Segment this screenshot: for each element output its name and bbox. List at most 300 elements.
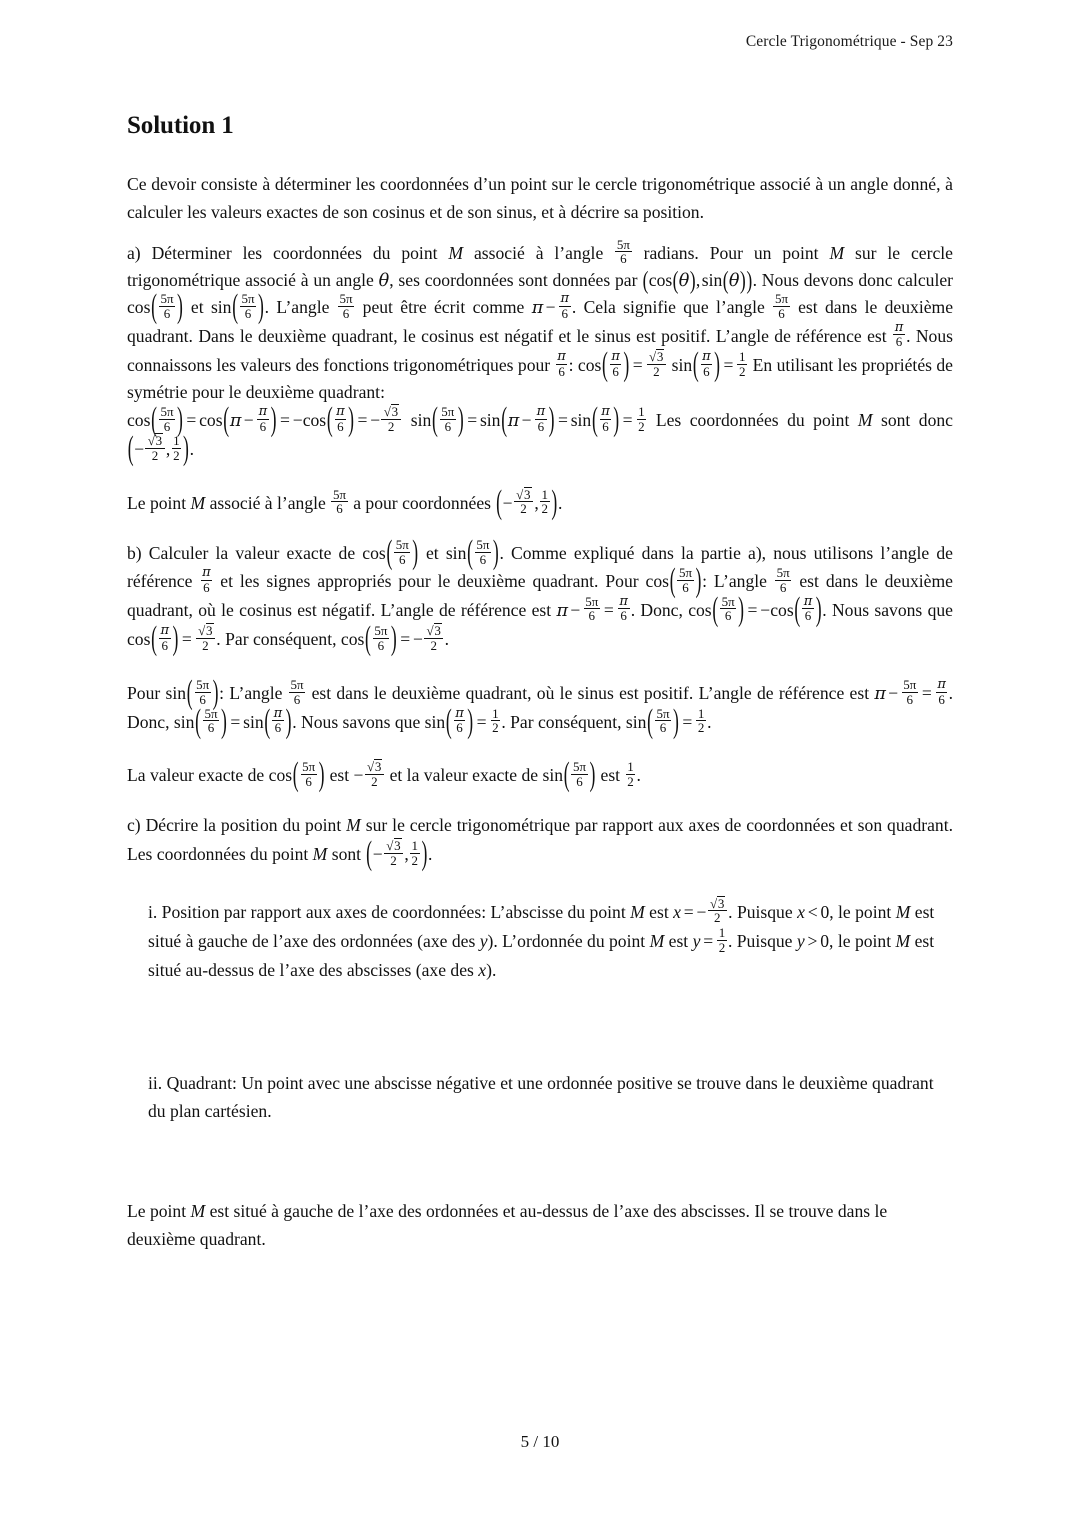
math-coord-pair: (cos(θ), sin(θ)) bbox=[642, 268, 752, 295]
text-run: . L’angle bbox=[264, 297, 337, 318]
text-run: a) Déterminer les coordonnées du point bbox=[127, 242, 449, 263]
paren-close: ) bbox=[318, 753, 325, 793]
fraction-denominator: 6 bbox=[615, 251, 631, 266]
final-conclusion-paragraph bbox=[127, 1198, 953, 1254]
paren-close: ) bbox=[176, 286, 183, 326]
cos-op: cos bbox=[127, 409, 151, 430]
math-var-M: M bbox=[448, 242, 464, 263]
intro-paragraph bbox=[127, 171, 953, 227]
text-run: : L’angle bbox=[702, 571, 774, 592]
paren-close: ) bbox=[220, 700, 227, 740]
paren-close: ) bbox=[467, 700, 474, 740]
fraction-numerator: 1 bbox=[541, 486, 548, 502]
fraction-numerator: 1 bbox=[697, 705, 705, 721]
fraction-denominator: 6 bbox=[610, 364, 622, 379]
fraction-numerator: π bbox=[258, 403, 268, 419]
fraction-denominator: 6 bbox=[584, 608, 600, 623]
fraction-5pi-6 bbox=[655, 707, 671, 735]
fraction-5pi-6 bbox=[240, 292, 256, 320]
text-run: est situé à gauche de l’axe des ordonnées (axe des bbox=[148, 901, 935, 951]
fraction-numerator bbox=[708, 896, 727, 911]
text-run: ). bbox=[486, 960, 497, 981]
comma: , bbox=[534, 492, 539, 513]
math-cos-5pi6 bbox=[645, 559, 703, 599]
result-a-paragraph bbox=[127, 481, 953, 521]
paren-close: ) bbox=[348, 398, 355, 438]
paren-open: ( bbox=[127, 427, 134, 467]
fraction-pi-6 bbox=[618, 595, 630, 623]
fraction-numerator: 5π bbox=[441, 403, 455, 419]
fraction-numerator: 5π bbox=[678, 565, 693, 581]
text-run: : L’angle bbox=[219, 683, 288, 704]
math-cos-symmetry bbox=[127, 398, 402, 438]
fraction-numerator bbox=[196, 623, 215, 638]
text-run: . Cela signifie que l’angle bbox=[571, 297, 773, 318]
fraction-pi-6 bbox=[159, 624, 171, 652]
fraction-denominator: 6 bbox=[454, 720, 466, 735]
text-run: et bbox=[183, 297, 211, 318]
fraction-sqrt3-2 bbox=[424, 623, 443, 652]
paren-open: ( bbox=[563, 753, 570, 793]
fraction-sqrt3-2 bbox=[381, 404, 400, 433]
fraction-numerator: π bbox=[601, 403, 610, 419]
sin-op: sin bbox=[165, 683, 187, 704]
math-var-M: M bbox=[190, 1200, 206, 1221]
cos-op: cos bbox=[648, 269, 673, 290]
fraction-denominator: 6 bbox=[571, 774, 587, 789]
minus-sign: − bbox=[521, 409, 532, 430]
equals-sign: = bbox=[181, 628, 192, 649]
sin-op: sin bbox=[424, 711, 446, 732]
math-reference-angle bbox=[556, 593, 630, 625]
fraction-denominator: 6 bbox=[335, 419, 347, 434]
sqrt-3: √3 bbox=[648, 349, 664, 365]
fraction-5pi-6 bbox=[902, 678, 918, 706]
fraction-numerator: 5π bbox=[585, 593, 599, 609]
fraction-denominator: 6 bbox=[201, 580, 213, 595]
paren-close: ) bbox=[457, 398, 464, 438]
text-run: radians. Pour un point bbox=[632, 242, 830, 263]
paren-close: ) bbox=[689, 264, 696, 294]
fraction-numerator bbox=[424, 623, 443, 638]
fraction-numerator: π bbox=[619, 593, 628, 609]
comma: , bbox=[165, 439, 171, 460]
text-run: . Comme expliqué dans la partie a), nous utilisons l’angle de référence bbox=[127, 542, 953, 592]
paren-open: ( bbox=[496, 481, 502, 521]
cos-op: cos bbox=[577, 355, 602, 376]
math-cos-5pi6 bbox=[127, 286, 184, 326]
radicand: 3 bbox=[206, 622, 213, 638]
fraction-pi-6 bbox=[454, 707, 466, 735]
text-run: et la valeur exacte de bbox=[385, 764, 543, 785]
minus-sign: − bbox=[353, 764, 364, 785]
text-run: est bbox=[644, 901, 674, 922]
fraction-numerator: π bbox=[937, 677, 946, 693]
math-x-less-zero bbox=[797, 898, 829, 927]
fraction-pi-6 bbox=[600, 405, 612, 433]
math-var-M: M bbox=[190, 492, 206, 513]
fraction-denominator: 2 bbox=[638, 418, 645, 434]
fraction-1-2 bbox=[491, 707, 501, 735]
math-var-x: x bbox=[797, 901, 805, 922]
sin-op: sin bbox=[542, 764, 564, 785]
fraction-denominator: 2 bbox=[718, 939, 726, 955]
fraction-sqrt3-2 bbox=[365, 759, 384, 788]
fraction-denominator: 6 bbox=[475, 552, 491, 567]
math-sin-5pi6 bbox=[165, 672, 220, 712]
cos-op: cos bbox=[302, 409, 327, 430]
fraction-pi-6 bbox=[556, 350, 568, 378]
fraction-1-2 bbox=[737, 350, 747, 378]
text-run: Les coordonnées du point bbox=[647, 409, 858, 430]
sub-item-ii bbox=[148, 1069, 953, 1126]
fraction-numerator: 5π bbox=[656, 705, 670, 721]
fraction-numerator: 1 bbox=[638, 403, 645, 419]
fraction-sqrt3-2 bbox=[647, 349, 666, 378]
text-run: . Nous connaissons les valeurs des fonctions trigonométriques pour bbox=[127, 325, 953, 376]
math-cos-pi6-value bbox=[127, 617, 216, 657]
fraction-denominator: 6 bbox=[677, 580, 693, 595]
equals-sign: = bbox=[632, 355, 643, 376]
fraction-numerator: 5π bbox=[196, 677, 210, 693]
fraction-5pi-6 bbox=[331, 488, 347, 516]
math-var-M: M bbox=[857, 409, 873, 430]
math-var-y: y bbox=[479, 930, 488, 951]
fraction-pi-6 bbox=[201, 566, 213, 594]
equals-sign: = bbox=[230, 711, 241, 732]
fraction-numerator: 5π bbox=[616, 236, 630, 252]
sqrt-3: √3 bbox=[516, 486, 531, 502]
fraction-5pi-6 bbox=[159, 292, 175, 320]
paren-open: ( bbox=[151, 398, 158, 438]
text-run: ). L’ordonnée du point bbox=[487, 930, 650, 951]
fraction-denominator: 6 bbox=[240, 306, 256, 321]
fraction-denominator: 6 bbox=[301, 774, 317, 789]
equals-sign: = bbox=[400, 628, 411, 649]
fraction-denominator: 2 bbox=[173, 447, 180, 463]
paren-open: ( bbox=[195, 700, 202, 740]
radicand: 3 bbox=[155, 433, 163, 449]
text-run: et bbox=[418, 542, 446, 563]
fraction-denominator: 2 bbox=[411, 852, 419, 868]
math-var-M: M bbox=[346, 815, 361, 836]
paren-close: ) bbox=[172, 617, 179, 657]
sub-item-list bbox=[127, 895, 953, 1126]
text-run: a pour coordonnées bbox=[348, 492, 496, 513]
fraction-5pi-6 bbox=[677, 566, 693, 594]
math-coords-result bbox=[495, 481, 558, 521]
fraction-1-2 bbox=[626, 760, 636, 788]
text-run: . Nous savons que bbox=[292, 711, 425, 732]
math-neg-sqrt3-2 bbox=[353, 758, 386, 790]
paren-close: ) bbox=[746, 264, 753, 294]
minus-sign: − bbox=[888, 683, 899, 704]
fraction-numerator: 5π bbox=[339, 291, 353, 307]
math-var-x: x bbox=[673, 901, 681, 922]
fraction-numerator: π bbox=[557, 349, 566, 365]
text-run: . Nous devons donc calculer bbox=[752, 269, 953, 290]
fraction-numerator: π bbox=[803, 593, 813, 609]
paren-open: ( bbox=[712, 588, 719, 628]
text-run: . Donc, bbox=[127, 683, 954, 732]
math-sin-final-value bbox=[625, 700, 707, 740]
fraction-numerator: π bbox=[702, 349, 711, 365]
math-var-theta: θ bbox=[678, 270, 690, 291]
text-run: peut être écrit comme bbox=[355, 297, 532, 318]
radicand: 3 bbox=[391, 403, 399, 419]
fraction-1-2 bbox=[696, 707, 706, 735]
math-var-y: y bbox=[796, 930, 805, 951]
math-coords-result bbox=[365, 832, 428, 872]
fraction-numerator: 5π bbox=[160, 291, 174, 307]
text-run: est situé au-dessus de l’axe des abscisses (axe des bbox=[148, 930, 935, 981]
text-run: . bbox=[444, 628, 450, 649]
paren-open: ( bbox=[794, 588, 801, 628]
fraction-numerator: 5π bbox=[721, 593, 735, 609]
fraction-numerator: 5π bbox=[204, 705, 218, 721]
equals-sign: = bbox=[747, 599, 758, 620]
minus-sign: − bbox=[502, 492, 513, 513]
text-run: associé à l’angle bbox=[463, 242, 615, 263]
fraction-numerator: π bbox=[273, 705, 283, 721]
cos-op: cos bbox=[340, 628, 365, 649]
paren-open: ( bbox=[223, 398, 230, 438]
fraction-denominator: 2 bbox=[697, 720, 705, 736]
math-var-M: M bbox=[312, 844, 328, 865]
math-cos-final-value bbox=[340, 617, 445, 657]
minus-sign: − bbox=[134, 439, 145, 460]
math-var-M: M bbox=[649, 930, 665, 951]
sin-op: sin bbox=[671, 355, 693, 376]
math-var-y: y bbox=[692, 930, 701, 951]
math-sin-pi6-value bbox=[424, 700, 502, 740]
text-run: . Par conséquent, bbox=[501, 711, 626, 732]
cos-op: cos bbox=[645, 571, 669, 592]
fraction-numerator: 1 bbox=[739, 349, 746, 365]
fraction-numerator: 5π bbox=[160, 403, 174, 419]
fraction-numerator: 5π bbox=[374, 622, 388, 638]
paren-close: ) bbox=[390, 617, 397, 657]
equals-sign: = bbox=[186, 409, 197, 430]
result-b-paragraph bbox=[127, 753, 953, 793]
fraction-denominator: 2 bbox=[708, 910, 727, 925]
part-c-paragraph bbox=[127, 812, 953, 872]
fraction-5pi-6 bbox=[615, 238, 631, 266]
fraction-denominator: 6 bbox=[936, 692, 948, 707]
text-run: c) Décrire la position du point bbox=[127, 815, 347, 836]
fraction-numerator: π bbox=[536, 403, 546, 419]
paren-close: ) bbox=[176, 398, 183, 438]
text-run: . bbox=[707, 711, 712, 732]
fraction-numerator bbox=[381, 404, 400, 419]
paren-close: ) bbox=[551, 481, 558, 521]
fraction-pi-6 bbox=[802, 595, 814, 623]
paren-close: ) bbox=[212, 672, 219, 712]
math-reference-angle bbox=[874, 677, 948, 708]
fraction-numerator bbox=[365, 759, 384, 774]
fraction-5pi-6 bbox=[301, 760, 317, 788]
fraction-denominator: 6 bbox=[618, 608, 630, 623]
math-pi: π bbox=[507, 410, 520, 431]
math-var-M: M bbox=[895, 901, 911, 922]
sqrt-3: √3 bbox=[383, 403, 399, 419]
paren-close: ) bbox=[714, 343, 720, 383]
sin-op: sin bbox=[625, 711, 647, 732]
fraction-numerator: 5π bbox=[776, 565, 790, 581]
fraction-sqrt3-2 bbox=[196, 623, 215, 652]
fraction-denominator: 2 bbox=[384, 853, 403, 868]
fraction-pi-6 bbox=[893, 321, 905, 349]
fraction-numerator: π bbox=[894, 319, 904, 335]
fraction-numerator: 1 bbox=[718, 925, 726, 940]
fraction-sqrt3-2 bbox=[145, 433, 164, 462]
minus-sign: − bbox=[243, 409, 254, 430]
document-body bbox=[127, 112, 953, 1267]
fraction-denominator: 6 bbox=[802, 608, 814, 623]
sqrt-3: √3 bbox=[709, 895, 725, 911]
fraction-5pi-6 bbox=[775, 566, 791, 594]
fraction-denominator: 6 bbox=[535, 419, 547, 434]
text-run: . Par conséquent, bbox=[216, 628, 341, 649]
fraction-denominator: 6 bbox=[195, 692, 211, 707]
paren-open: ( bbox=[672, 264, 679, 294]
fraction-denominator: 6 bbox=[893, 334, 905, 349]
paren-close: ) bbox=[738, 588, 745, 628]
fraction-denominator: 2 bbox=[365, 774, 384, 789]
paren-open: ( bbox=[264, 700, 271, 740]
text-run: est dans le deuxième quadrant. Dans le deuxième quadrant, le cosinus est négatif et le sinus est positif. L’angle de référence est bbox=[127, 297, 954, 346]
fraction-5pi-6 bbox=[440, 405, 456, 433]
number-zero: 0 bbox=[820, 930, 830, 951]
fraction-numerator: π bbox=[455, 705, 464, 721]
equals-sign: = bbox=[703, 930, 714, 951]
sin-op: sin bbox=[243, 711, 264, 732]
text-run: i. Position par rapport aux axes de coordonnées: L’abscisse du point bbox=[148, 901, 631, 922]
sin-op: sin bbox=[173, 711, 195, 732]
fraction-denominator: 6 bbox=[159, 306, 175, 321]
fraction-numerator bbox=[514, 487, 533, 502]
fraction-denominator: 6 bbox=[556, 364, 568, 379]
fraction-numerator: 5π bbox=[573, 758, 587, 774]
radicand: 3 bbox=[717, 895, 725, 911]
fraction-numerator: π bbox=[336, 403, 345, 419]
equals-sign: = bbox=[682, 711, 693, 732]
paren-close: ) bbox=[285, 700, 292, 740]
sin-op: sin bbox=[210, 297, 232, 318]
equals-sign: = bbox=[603, 599, 614, 620]
minus-sign: − bbox=[292, 409, 303, 430]
paren-close: ) bbox=[623, 343, 630, 383]
paren-open: ( bbox=[326, 398, 333, 438]
paren-open: ( bbox=[647, 700, 654, 740]
text-run: et les signes appropriés pour le deuxième quadrant. Pour bbox=[213, 571, 646, 592]
fraction-denominator: 6 bbox=[655, 720, 671, 735]
paren-open: ( bbox=[151, 286, 158, 326]
paren-open: ( bbox=[467, 531, 473, 571]
fraction-denominator: 6 bbox=[773, 306, 789, 321]
minus-sign: − bbox=[760, 599, 771, 620]
fraction-denominator: 2 bbox=[381, 419, 400, 434]
sqrt-3: √3 bbox=[147, 433, 163, 449]
math-known-values bbox=[555, 343, 749, 383]
math-var-theta: θ bbox=[378, 270, 390, 291]
fraction-numerator: 5π bbox=[290, 677, 304, 693]
text-run: La valeur exacte de bbox=[127, 764, 269, 785]
math-pi: π bbox=[874, 684, 886, 705]
equals-sign: = bbox=[476, 711, 487, 732]
text-run: . Nous savons que bbox=[822, 599, 953, 620]
minus-sign: − bbox=[372, 844, 383, 865]
cos-op: cos bbox=[770, 599, 794, 620]
math-cos-5pi6 bbox=[268, 753, 326, 793]
text-run: est bbox=[325, 764, 354, 785]
sin-op: sin bbox=[479, 409, 501, 430]
fraction-sqrt3-2 bbox=[708, 896, 727, 925]
math-var-M: M bbox=[630, 901, 645, 922]
equals-sign: = bbox=[921, 683, 932, 704]
fraction-1-2 bbox=[540, 488, 550, 516]
fraction-denominator: 6 bbox=[559, 306, 571, 321]
fraction-numerator: 5π bbox=[774, 291, 789, 307]
paren-close: ) bbox=[421, 832, 428, 872]
running-header: Cercle Trigonométrique - Sep 23 bbox=[745, 33, 953, 50]
fraction-numerator: π bbox=[611, 349, 620, 365]
paren-close: ) bbox=[613, 398, 620, 438]
fraction-1-2 bbox=[717, 926, 727, 954]
paren-close: ) bbox=[270, 398, 277, 438]
sqrt-3: √3 bbox=[198, 622, 213, 638]
paren-close: ) bbox=[815, 588, 822, 628]
text-run: b) Calculer la valeur exacte de bbox=[127, 542, 363, 563]
sin-op: sin bbox=[701, 269, 723, 290]
text-run: . bbox=[636, 764, 641, 785]
paren-open: ( bbox=[431, 398, 438, 438]
math-sin-symmetry bbox=[410, 398, 648, 438]
radicand: 3 bbox=[434, 622, 441, 638]
fraction-numerator bbox=[647, 349, 666, 364]
paren-close: ) bbox=[492, 531, 499, 571]
math-pi: π bbox=[556, 600, 569, 621]
math-pi-minus-pi6 bbox=[531, 291, 572, 322]
paren-close: ) bbox=[739, 264, 746, 294]
fraction-numerator: 5π bbox=[395, 536, 409, 552]
fraction-denominator: 6 bbox=[159, 638, 171, 653]
text-run: Le point bbox=[127, 492, 191, 513]
equals-sign: = bbox=[557, 409, 568, 430]
paren-open: ( bbox=[669, 559, 676, 599]
text-run: est dans le deuxième quadrant, où le sinus est positif. L’angle de référence est bbox=[306, 683, 875, 704]
equals-sign: = bbox=[723, 355, 734, 376]
fraction-denominator: 6 bbox=[775, 580, 791, 595]
sqrt-3: √3 bbox=[386, 838, 401, 854]
text-run: Pour bbox=[127, 683, 166, 704]
fraction-denominator: 6 bbox=[440, 419, 456, 434]
text-run: . Puisque bbox=[728, 901, 798, 922]
fraction-denominator: 6 bbox=[257, 419, 269, 434]
math-y-equals-half bbox=[693, 927, 728, 956]
paren-open: ( bbox=[151, 617, 158, 657]
text-run: . bbox=[557, 492, 563, 513]
fraction-sqrt3-2 bbox=[384, 838, 403, 867]
fraction-denominator: 2 bbox=[424, 638, 443, 653]
fraction-pi-6 bbox=[936, 678, 948, 706]
fraction-numerator bbox=[145, 433, 164, 448]
fraction-denominator: 6 bbox=[720, 608, 736, 623]
fraction-pi-6 bbox=[610, 350, 622, 378]
math-sin-5pi6 bbox=[210, 286, 265, 326]
paren-open: ( bbox=[642, 264, 649, 294]
fraction-numerator: 5π bbox=[332, 486, 347, 502]
